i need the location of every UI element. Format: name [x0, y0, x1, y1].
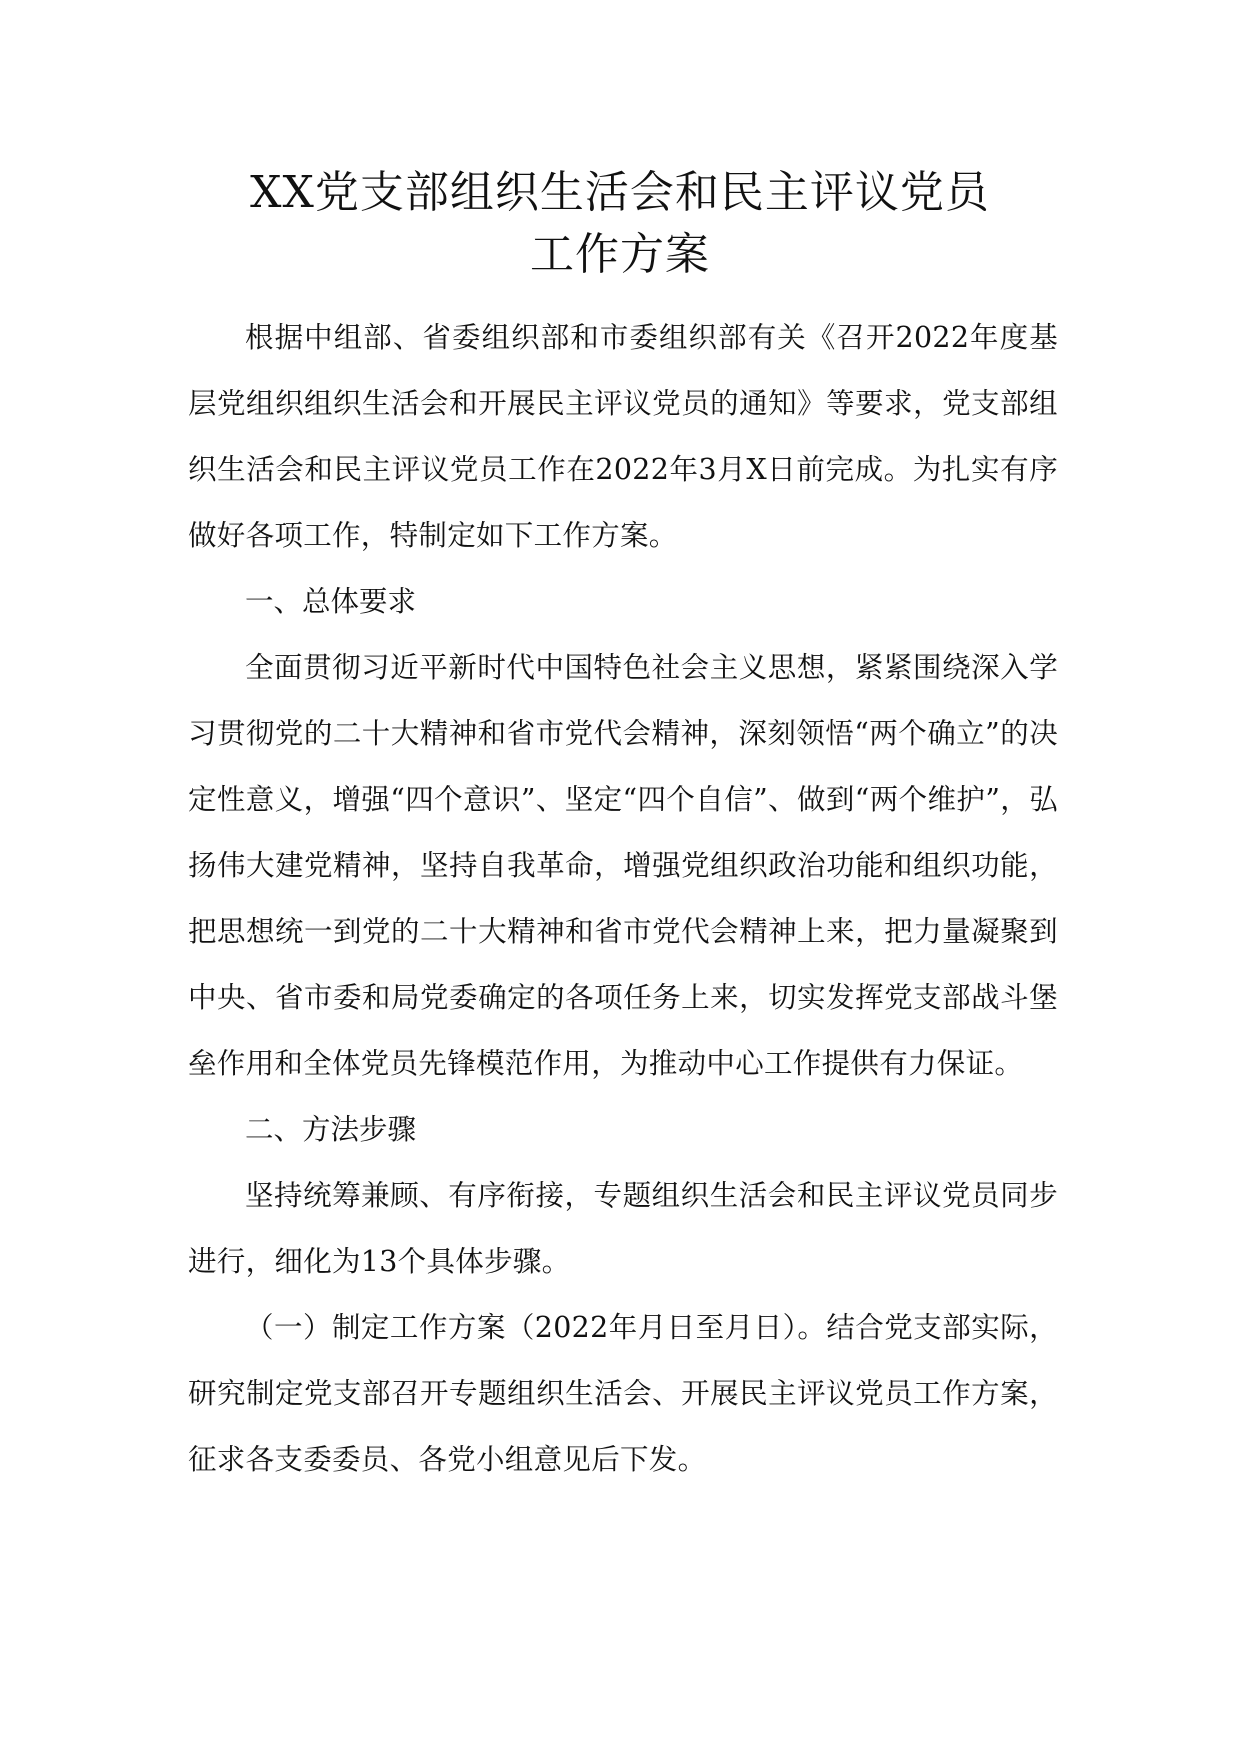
intro-paragraph: 根据中组部、省委组织部和市委组织部有关《召开2022年度基层党组织组织生活会和开展民主评议党员的通知》等要求，党支部组织生活会和民主评议党员工作在2022年3月X日前完成。为扎实有序做好各项工作，特制定如下工作方案。	[188, 321, 1058, 552]
document-body	[188, 305, 1058, 1493]
section-2-paragraph: 坚持统筹兼顾、有序衔接，专题组织生活会和民主评议党员同步进行，细化为13个具体步骤。	[188, 1179, 1058, 1278]
section-1-paragraph: 全面贯彻习近平新时代中国特色社会主义思想，紧紧围绕深入学习贯彻党的二十大精神和省市党代会精神，深刻领悟“两个确立”的决定性意义，增强“四个意识”、坚定“四个自信”、做到“两个维护”，弘扬伟大建党精神，坚持自我革命，增强党组织政治功能和组织功能，把思想统一到党的二十大精神和省市党代会精神上来，把力量凝聚到中央、省市委和局党委确定的各项任务上来，切实发挥党支部战斗堡垒作用和全体党员先锋模范作用，为推动中心工作提供有力保证。	[188, 651, 1058, 1080]
section-heading-1: 一、总体要求	[245, 585, 417, 618]
step-1-paragraph: （一）制定工作方案（2022年月日至月日）。结合党支部实际，研究制定党支部召开专题组织生活会、开展民主评议党员工作方案，征求各支委委员、各党小组意见后下发。	[188, 1311, 1058, 1476]
title-line-2: 工作方案	[530, 229, 710, 280]
section-heading-2: 二、方法步骤	[245, 1113, 417, 1146]
title-line-1: XX党支部组织生活会和民主评议党员	[250, 167, 990, 218]
document-title	[150, 162, 1090, 286]
